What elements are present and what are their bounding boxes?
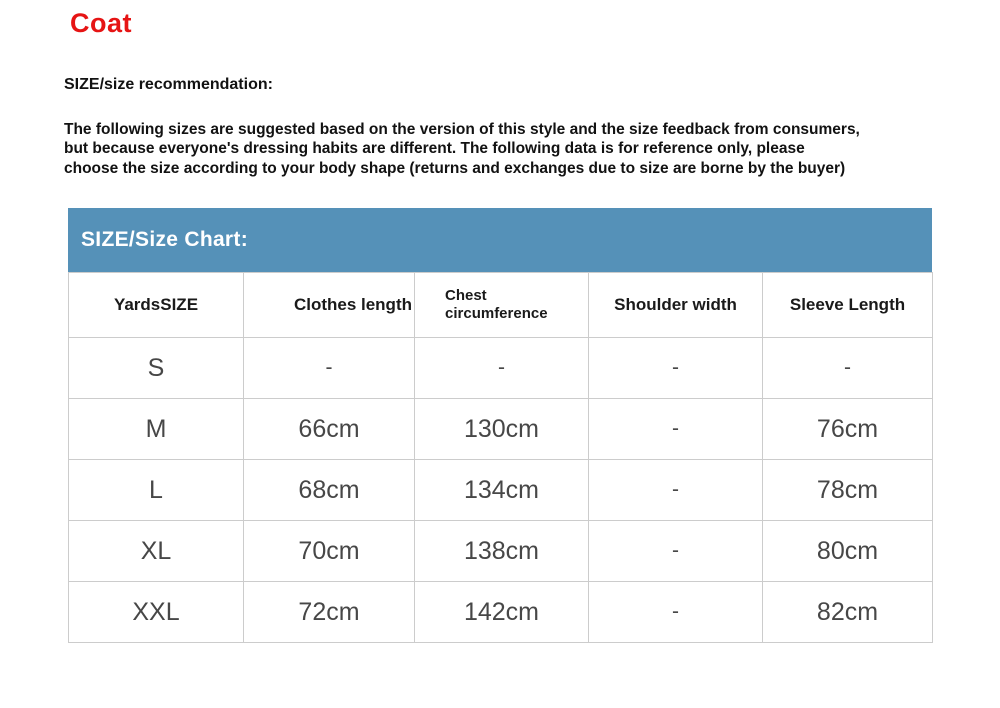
cell-clothes-length: 68cm bbox=[244, 460, 415, 521]
table-row-s bbox=[69, 338, 933, 399]
cell-sleeve-length: 82cm bbox=[763, 582, 933, 643]
table-row-xl bbox=[69, 521, 933, 582]
size-chart-banner-title: SIZE/Size Chart: bbox=[81, 228, 248, 251]
table-row-l bbox=[69, 460, 933, 521]
cell-clothes-length: 66cm bbox=[244, 399, 415, 460]
paragraph-line: choose the size according to your body shape (returns and exchanges due to size are borne by the buyer) bbox=[64, 159, 846, 177]
paragraph-line: but because everyone's dressing habits are different. The following data is for reference only, please bbox=[64, 140, 805, 158]
cell-size: XXL bbox=[69, 582, 244, 643]
cell-chest-circumference: 134cm bbox=[415, 460, 589, 521]
cell-clothes-length: 72cm bbox=[244, 582, 415, 643]
cell-chest-circumference: 142cm bbox=[415, 582, 589, 643]
cell-shoulder-width: - bbox=[589, 399, 763, 460]
column-header-yards-size: YardsSIZE bbox=[69, 273, 244, 338]
cell-chest-circumference: 130cm bbox=[415, 399, 589, 460]
size-chart-table bbox=[68, 272, 933, 643]
cell-shoulder-width: - bbox=[589, 338, 763, 399]
cell-shoulder-width: - bbox=[589, 460, 763, 521]
column-header-sleeve-length: Sleeve Length bbox=[763, 273, 933, 338]
cell-sleeve-length: 78cm bbox=[763, 460, 933, 521]
cell-shoulder-width: - bbox=[589, 521, 763, 582]
cell-shoulder-width: - bbox=[589, 582, 763, 643]
cell-size: S bbox=[69, 338, 244, 399]
cell-sleeve-length: - bbox=[763, 338, 933, 399]
cell-size: XL bbox=[69, 521, 244, 582]
cell-chest-circumference: - bbox=[415, 338, 589, 399]
cell-size: M bbox=[69, 399, 244, 460]
cell-clothes-length: - bbox=[244, 338, 415, 399]
cell-sleeve-length: 80cm bbox=[763, 521, 933, 582]
cell-sleeve-length: 76cm bbox=[763, 399, 933, 460]
table-row-m bbox=[69, 399, 933, 460]
column-header-shoulder-width: Shoulder width bbox=[589, 273, 763, 338]
cell-chest-circumference: 138cm bbox=[415, 521, 589, 582]
size-recommendation-heading: SIZE/size recommendation: bbox=[64, 76, 273, 93]
size-recommendation-paragraph bbox=[64, 120, 944, 178]
header-row bbox=[69, 273, 933, 338]
column-header-chest-circumference bbox=[415, 273, 589, 338]
column-header-chest-label: Chest circumference bbox=[445, 287, 548, 322]
size-chart-section bbox=[68, 208, 932, 643]
cell-size: L bbox=[69, 460, 244, 521]
table-row-xxl bbox=[69, 582, 933, 643]
cell-clothes-length: 70cm bbox=[244, 521, 415, 582]
page-title: Coat bbox=[70, 8, 132, 38]
paragraph-line: The following sizes are suggested based on the version of this style and the size feedback from consumers, bbox=[64, 121, 860, 138]
column-header-clothes-length: Clothes length bbox=[244, 273, 415, 338]
size-chart-banner bbox=[68, 208, 932, 272]
